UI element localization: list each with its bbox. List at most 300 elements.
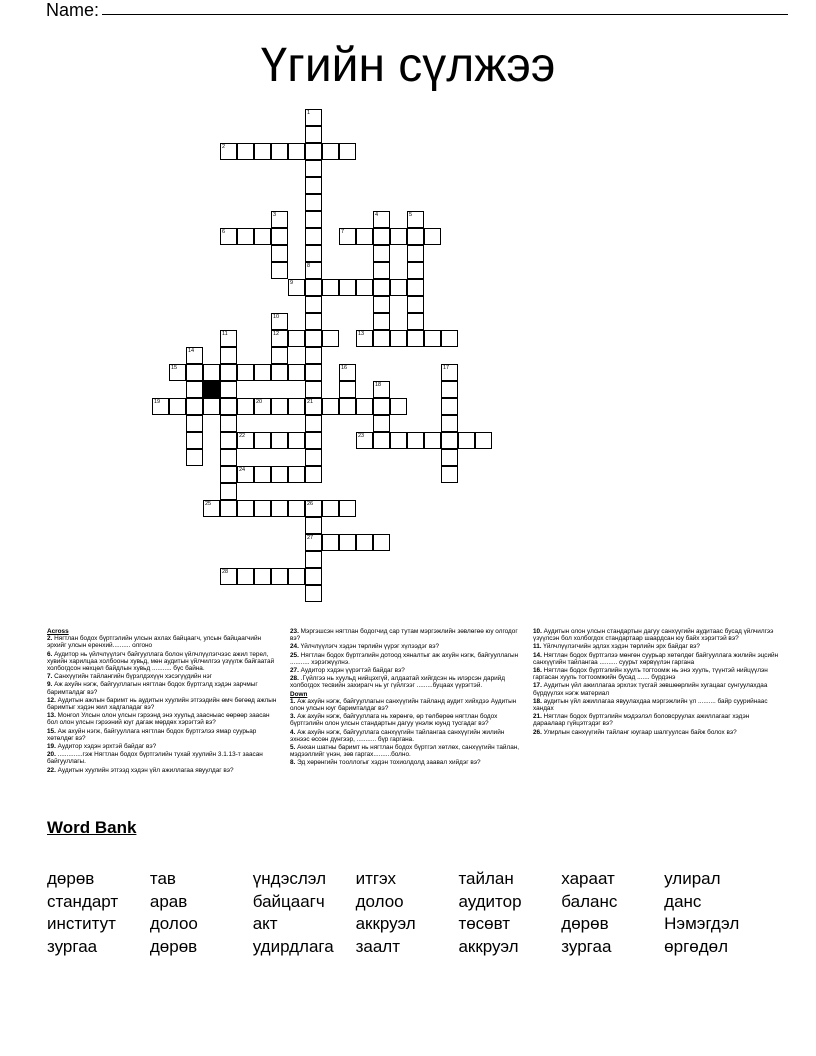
cell-number: 9	[290, 280, 294, 286]
clue-text: Аудитын хуулийн этгээд хэдэн үйл ажиллагаа явуулдаг вэ?	[55, 766, 234, 774]
crossword-cell[interactable]	[237, 568, 254, 585]
word-bank	[47, 868, 767, 958]
crossword-cell[interactable]	[220, 143, 237, 160]
crossword-cell[interactable]	[305, 126, 322, 143]
crossword-cell[interactable]	[458, 432, 475, 449]
clue-item	[533, 682, 783, 696]
crossword-cell[interactable]	[305, 432, 322, 449]
crossword-cell[interactable]	[288, 432, 305, 449]
crossword-cell[interactable]	[305, 194, 322, 211]
cell-number: 11	[222, 331, 228, 337]
crossword-cell[interactable]	[407, 296, 424, 313]
cell-number: 22	[239, 433, 246, 439]
clue-text: Аудитор нь үйлчлүүлэгч байгууллага болон үйлчлүүлэгчээс ажил терел, хувийн харилцаа холбооны хувьд, мөн аудитын үйлчилгээ үзүүлж байгаатай холбогдсон нөхцөл байдлын хувьд ........... бүс байна.	[47, 650, 275, 673]
clue-number: 6.	[47, 650, 53, 658]
word-bank-row	[47, 936, 767, 959]
clue-item	[533, 643, 783, 650]
crossword-cell[interactable]	[305, 517, 322, 534]
clue-text: Аж ахуйн нэгж, байгууллага нь хөрөнгө, өр төлбөрөө нягтлан бодох бүртгэлийн олон улсын стандартын дагуу үнэлж юунд тусгадаг вэ?	[290, 713, 498, 728]
crossword-cell[interactable]	[237, 398, 254, 415]
clue-text: Аудитын үйл ажиллагаа эрхлэх тусгай зөвшөөрлийн хугацааг сунгуулахдаа бүрдүүлэх нэгж материал	[533, 682, 768, 697]
clue-number: 23.	[290, 628, 299, 635]
crossword-cell[interactable]	[407, 245, 424, 262]
cell-number: 19	[154, 399, 161, 405]
clue-item	[290, 729, 525, 743]
cell-number: 4	[375, 212, 379, 218]
crossword-cell[interactable]	[220, 364, 237, 381]
word-bank-word: аудитор	[458, 891, 522, 911]
crossword-cell[interactable]	[288, 279, 305, 296]
crossword-cell[interactable]	[203, 364, 220, 381]
crossword-cell[interactable]	[186, 364, 203, 381]
cell-number: 12	[273, 331, 280, 337]
crossword-cell[interactable]	[441, 466, 458, 483]
crossword-cell[interactable]	[288, 330, 305, 347]
cell-number: 14	[188, 348, 195, 354]
crossword-cell[interactable]	[339, 500, 356, 517]
clue-number: 16.	[533, 667, 542, 675]
crossword-cell[interactable]	[356, 330, 373, 347]
clue-item	[290, 759, 525, 766]
clue-item	[47, 673, 282, 680]
clues-column-3	[533, 628, 783, 737]
clue-item	[47, 635, 282, 649]
crossword-cell[interactable]	[271, 228, 288, 245]
word-bank-word: баланс	[561, 891, 618, 911]
crossword-cell[interactable]	[288, 398, 305, 415]
crossword-cell[interactable]	[441, 381, 458, 398]
clue-number: 20.	[47, 751, 56, 759]
clue-item	[290, 628, 525, 642]
crossword-cell[interactable]	[373, 211, 390, 228]
word-bank-word: данс	[664, 891, 702, 911]
clue-number: 26.	[533, 728, 542, 736]
across-heading: Across	[47, 628, 69, 635]
cell-number: 13	[358, 331, 365, 337]
name-label: Name:	[46, 0, 100, 20]
crossword-cell[interactable]	[220, 398, 237, 415]
crossword-cell[interactable]	[271, 347, 288, 364]
word-bank-row	[47, 891, 767, 914]
crossword-cell[interactable]	[237, 466, 254, 483]
crossword-cell[interactable]	[237, 143, 254, 160]
crossword-cell[interactable]	[373, 313, 390, 330]
clue-number: 17.	[533, 682, 542, 690]
cell-number: 28	[222, 569, 229, 575]
clue-text: Нягтлан бодох бүртгэлийн улсын ахлах байцаагч, улсын байцаагчийн эрхийг улсын еренхий.......... олгоно	[47, 635, 262, 650]
crossword-cell[interactable]	[271, 398, 288, 415]
crossword-cell[interactable]	[288, 500, 305, 517]
clue-text: .Гүйлгээ нь хуульд нийцэхгүй, алдаатай хийгдсэн нь илэрсэн дарийд холбогдох тесвийн захирагч нь уг гүйлгээг .........буцаах үүрэгтэй.	[290, 675, 505, 690]
crossword-cell[interactable]	[254, 500, 271, 517]
clue-text: Аж ахуйн нэгж, байгууллага нягтлан бодох бүртгэлээ ямар суурьар хөтөлдөг вэ?	[47, 727, 257, 742]
clue-item	[47, 697, 282, 711]
crossword-cell[interactable]	[373, 398, 390, 415]
crossword-cell[interactable]	[475, 432, 492, 449]
crossword-cell[interactable]	[407, 313, 424, 330]
clue-item	[290, 667, 525, 674]
crossword-cell[interactable]	[305, 211, 322, 228]
clue-number: 11.	[533, 643, 542, 651]
clues-column-2	[290, 628, 525, 768]
clue-text: Нягтлан бодох бүртгэлээ мөнгөн суурьар хөтөлдөг байгууллага жилийн эцсийн санхүүгийн тайлангаа .......... суурьт хөрвүүлэн гаргана	[533, 651, 779, 666]
crossword-cell[interactable]	[424, 432, 441, 449]
crossword-cell[interactable]	[220, 568, 237, 585]
crossword-cell[interactable]	[305, 364, 322, 381]
cell-number: 16	[341, 365, 348, 371]
crossword-cell[interactable]	[305, 279, 322, 296]
word-bank-word: аккруэл	[458, 936, 519, 956]
clue-item	[533, 628, 783, 642]
crossword-cell[interactable]	[254, 228, 271, 245]
word-bank-word: институт	[47, 914, 116, 933]
crossword-cell[interactable]	[373, 279, 390, 296]
clues-column-1	[47, 628, 282, 775]
clue-number: 8.	[290, 759, 296, 767]
clue-number: 7.	[47, 673, 53, 681]
crossword-cell[interactable]	[322, 500, 339, 517]
clue-text: Аудитын ажлын баримт нь аудитын хуулийн этгээдийн өмч бөгөөд ажлын баримтыг хэдэн жил хадгаладаг вэ?	[47, 696, 277, 712]
crossword-cell[interactable]	[356, 534, 373, 551]
crossword-cell[interactable]	[373, 432, 390, 449]
crossword-cell[interactable]	[305, 177, 322, 194]
crossword-cell[interactable]	[356, 279, 373, 296]
clue-number: 1.	[290, 697, 296, 705]
crossword-cell[interactable]	[288, 466, 305, 483]
clue-text: Мэргэшсэн нягтлан бодогчид сар тутам мэргэжлийн зөвлөгөө юу олгодог вэ?	[290, 628, 518, 643]
crossword-cell[interactable]	[339, 398, 356, 415]
clue-text: Санхүүгийн тайлангийн бүрэлдэхүүн хэсэгүүдийн нэг	[52, 673, 212, 681]
crossword-cell[interactable]	[203, 500, 220, 517]
crossword-cell[interactable]	[220, 449, 237, 466]
word-bank-word: аккруэл	[355, 914, 416, 933]
crossword-cell[interactable]	[220, 500, 237, 517]
crossword-cell[interactable]	[339, 534, 356, 551]
word-bank-row	[47, 913, 767, 936]
crossword-cell[interactable]	[305, 143, 322, 160]
crossword-cell[interactable]	[186, 347, 203, 364]
crossword-cell[interactable]	[407, 211, 424, 228]
crossword-cell[interactable]	[390, 398, 407, 415]
crossword-cell[interactable]	[441, 364, 458, 381]
crossword-cell[interactable]	[305, 160, 322, 177]
word-bank-word: долоо	[149, 914, 198, 933]
word-bank-word: үндэслэл	[252, 869, 327, 888]
crossword-cell[interactable]	[322, 398, 339, 415]
clue-number: 24.	[290, 643, 299, 651]
clue-item	[533, 713, 783, 727]
down-heading: Down	[290, 690, 308, 698]
clue-number: 15.	[47, 727, 56, 735]
cell-number: 27	[307, 535, 314, 541]
crossword-cell[interactable]	[339, 279, 356, 296]
crossword-cell[interactable]	[186, 432, 203, 449]
crossword-cell[interactable]	[305, 262, 322, 279]
crossword-cell[interactable]	[237, 228, 254, 245]
cell-number: 8	[307, 263, 311, 269]
crossword-cell[interactable]	[271, 211, 288, 228]
cell-number: 24	[239, 467, 246, 473]
clue-text: Аудитор хэдэн үүрэгтэй байдаг вэ?	[298, 667, 405, 675]
crossword-black-cell	[203, 381, 220, 398]
clue-number: 10.	[533, 628, 542, 635]
crossword-cell[interactable]	[271, 262, 288, 279]
crossword-cell[interactable]	[220, 228, 237, 245]
crossword-cell[interactable]	[373, 330, 390, 347]
clue-item	[47, 651, 282, 673]
word-bank-word: дөрөв	[47, 869, 95, 888]
crossword-cell[interactable]	[220, 415, 237, 432]
crossword-cell[interactable]	[288, 364, 305, 381]
clue-text: Анхан шатны баримт нь нягтлан бодох бүртгэл хөтлөх, санхүүгийн тайлан, мэдээллийг үнэн, зөв гаргах..........болно.	[290, 744, 520, 759]
word-bank-word: дөрөв	[149, 936, 198, 956]
crossword-cell[interactable]	[373, 415, 390, 432]
clue-number: 21.	[533, 713, 542, 721]
cell-number: 5	[409, 212, 413, 218]
crossword-cell[interactable]	[339, 364, 356, 381]
word-bank-word: стандарт	[47, 891, 119, 911]
crossword-cell[interactable]	[322, 279, 339, 296]
crossword-cell[interactable]	[254, 364, 271, 381]
crossword-cell[interactable]	[305, 381, 322, 398]
word-bank-word: итгэх	[355, 869, 397, 888]
crossword-cell[interactable]	[322, 330, 339, 347]
crossword-cell[interactable]	[220, 466, 237, 483]
crossword-cell[interactable]	[373, 262, 390, 279]
crossword-cell[interactable]	[322, 534, 339, 551]
crossword-cell[interactable]	[322, 143, 339, 160]
crossword-cell[interactable]	[356, 228, 373, 245]
crossword-cell[interactable]	[220, 432, 237, 449]
clue-number: 27.	[290, 667, 299, 675]
crossword-cell[interactable]	[390, 330, 407, 347]
crossword-cell[interactable]	[407, 330, 424, 347]
clue-number: 3.	[290, 713, 296, 721]
word-bank-word: удирдлага	[252, 936, 334, 956]
cell-number: 23	[358, 433, 365, 439]
crossword-cell[interactable]	[305, 415, 322, 432]
clue-number: 18.	[533, 697, 542, 705]
clue-item	[47, 681, 282, 695]
word-bank-word: долоо	[355, 891, 404, 911]
crossword-cell[interactable]	[305, 313, 322, 330]
crossword-cell[interactable]	[407, 228, 424, 245]
clue-item	[290, 713, 525, 727]
cell-number: 15	[171, 365, 178, 371]
crossword-cell[interactable]	[305, 551, 322, 568]
clue-number: 13.	[47, 712, 56, 720]
crossword-cell[interactable]	[237, 364, 254, 381]
crossword-cell[interactable]	[305, 347, 322, 364]
clue-item	[290, 643, 525, 650]
crossword-cell[interactable]	[356, 432, 373, 449]
crossword-cell[interactable]	[271, 466, 288, 483]
crossword-cell[interactable]	[254, 143, 271, 160]
crossword-cell[interactable]	[441, 330, 458, 347]
clue-text: Улирлын санхүүгийн тайланг юугаар шалгуулсан байж болох вэ?	[541, 728, 737, 736]
clue-number: 2.	[47, 635, 53, 643]
crossword-cell[interactable]	[271, 432, 288, 449]
crossword-cell[interactable]	[271, 364, 288, 381]
clue-item	[533, 729, 783, 736]
crossword-cell[interactable]	[271, 313, 288, 330]
crossword-cell[interactable]	[424, 330, 441, 347]
crossword-cell[interactable]	[254, 432, 271, 449]
crossword-cell[interactable]	[152, 398, 169, 415]
crossword-cell[interactable]	[339, 381, 356, 398]
crossword-cell[interactable]	[339, 143, 356, 160]
clue-item	[290, 652, 525, 666]
clue-text: Монгол Улсын олон улсын гэрээнд энэ хуульд заасныас өөрөөр заасан бол олон улсын гэрээний юуг дагаж мөрдөх хэрэгтэй вэ?	[47, 712, 270, 727]
clue-text: Нягтлан бодох бүртгэлийн хуулъ тогтоомж нь энэ хууль, түүнтэй нийцүүлэн гаргасан хууль тогтоомжийн бусад ....... бүрдэнэ	[533, 667, 768, 682]
cell-number: 3	[273, 212, 277, 218]
clue-text: Аудитор хэдэн эрхтэй байдаг вэ?	[55, 743, 157, 751]
crossword-cell[interactable]	[271, 568, 288, 585]
clue-text: ..............гэж Нягтлан бодох бүртгэлийн тухай хуулийн 3.1.13-т заасан байгууллагы.	[47, 751, 263, 766]
crossword-cell[interactable]	[288, 568, 305, 585]
cell-number: 21	[307, 399, 314, 405]
crossword-cell[interactable]	[220, 381, 237, 398]
crossword-cell[interactable]	[373, 381, 390, 398]
cell-number: 18	[375, 382, 382, 388]
clue-text: Нягтлан бодох бүртгэлийн дотоод хяналтыг аж ахуйн нэгж, байгууллагын ........... хэрэгжүүлнэ.	[290, 651, 519, 666]
word-bank-word: зургаа	[47, 936, 98, 956]
word-bank-word: заалт	[355, 936, 400, 956]
page-title: Үгийн сүлжээ	[260, 39, 556, 92]
crossword-cell[interactable]	[271, 500, 288, 517]
word-bank-word: Нэмэгдэл	[664, 914, 740, 933]
clue-item	[533, 652, 783, 666]
crossword-cell[interactable]	[373, 245, 390, 262]
crossword-cell[interactable]	[441, 432, 458, 449]
crossword-cell[interactable]	[220, 330, 237, 347]
word-bank-word: арав	[149, 891, 188, 911]
crossword-cell[interactable]	[203, 398, 220, 415]
crossword-cell[interactable]	[424, 228, 441, 245]
crossword-cell[interactable]	[271, 330, 288, 347]
clue-item	[47, 767, 282, 774]
cell-number: 17	[443, 365, 450, 371]
clue-text: Үйлчлүүлэгч хэдэн төрлийн үүрэг хүлээдэг вэ?	[298, 643, 440, 651]
crossword-cell[interactable]	[305, 398, 322, 415]
clue-text: Аж ахуйн нэгж, байгууллагын нягтлан бодох бүртгэлд хэдэн зарчмыг баримталдаг вэ?	[47, 681, 258, 696]
word-bank-word: тайлан	[458, 869, 514, 888]
crossword-cell[interactable]	[305, 449, 322, 466]
crossword-cell[interactable]	[254, 398, 271, 415]
word-bank-word: тав	[149, 869, 176, 888]
clue-number: 19.	[47, 743, 56, 751]
crossword-cell[interactable]	[305, 245, 322, 262]
crossword-cell[interactable]	[169, 398, 186, 415]
crossword-cell[interactable]	[407, 432, 424, 449]
cell-number: 6	[222, 229, 226, 235]
crossword-cell[interactable]	[305, 500, 322, 517]
crossword-cell[interactable]	[373, 534, 390, 551]
crossword-cell[interactable]	[237, 500, 254, 517]
clue-number: 14.	[533, 651, 542, 659]
crossword-cell[interactable]	[186, 449, 203, 466]
cell-number: 25	[205, 501, 212, 507]
crossword-cell[interactable]	[186, 398, 203, 415]
clue-item	[290, 744, 525, 758]
crossword-cell[interactable]	[390, 432, 407, 449]
clue-number: 28.	[290, 675, 299, 683]
crossword-cell[interactable]	[186, 415, 203, 432]
crossword-cell[interactable]	[271, 143, 288, 160]
clue-item	[533, 667, 783, 681]
word-bank-word: акт	[252, 914, 278, 933]
clue-text: Аж ахуйн нэгж, байгууллага санхүүгийн тайлангаа санхүүгийн жилийн эхнээс өссөн дүнгээр, ........... бүр гаргана.	[290, 728, 505, 743]
crossword-cell[interactable]	[441, 449, 458, 466]
clue-text: Үйлчлүүлэгчийн эдлэх хэдэн төрлийн эрх байдаг вэ?	[541, 643, 700, 651]
clue-text: Аж ахуйн нэгж, байгууллагын санхүүгийн тайланд аудит хийхдээ Аудитын олон улсын юуг баримталдаг вэ?	[290, 697, 517, 713]
clue-number: 5.	[290, 744, 296, 752]
cell-number: 26	[307, 501, 314, 507]
word-bank-word: төсөвт	[458, 914, 511, 933]
crossword-cell[interactable]	[271, 245, 288, 262]
crossword-cell[interactable]	[305, 330, 322, 347]
clue-text: аудитын үйл ажиллагаа явуулахдаа мэргэжлийн үл .......... байр суурийнаас хандах	[533, 697, 768, 713]
word-bank-word: байцаагч	[252, 891, 325, 911]
crossword-cell[interactable]	[169, 364, 186, 381]
crossword-cell[interactable]	[407, 279, 424, 296]
crossword-cell[interactable]	[407, 262, 424, 279]
clue-item	[47, 712, 282, 726]
crossword-cell[interactable]	[373, 228, 390, 245]
crossword-cell[interactable]	[220, 347, 237, 364]
crossword-cell[interactable]	[373, 296, 390, 313]
word-bank-row	[47, 868, 767, 891]
clue-item	[47, 751, 282, 765]
crossword-cell[interactable]	[288, 143, 305, 160]
crossword-cell[interactable]	[339, 228, 356, 245]
crossword-cell[interactable]	[305, 296, 322, 313]
crossword-cell[interactable]	[441, 398, 458, 415]
crossword-cell[interactable]	[356, 398, 373, 415]
word-bank-title: Word Bank	[47, 818, 137, 837]
crossword-cell[interactable]	[237, 432, 254, 449]
cell-number: 10	[273, 314, 280, 320]
crossword-cell[interactable]	[220, 483, 237, 500]
clue-item	[47, 743, 282, 750]
clue-text: Эд хөрөнгийн тооллогыг хэдэн тохиолдолд заавал хийдэг вэ?	[295, 759, 481, 767]
crossword-cell[interactable]	[305, 228, 322, 245]
word-bank-word: зургаа	[561, 936, 612, 956]
crossword-cell[interactable]	[305, 568, 322, 585]
word-bank-word: дөрөв	[561, 914, 609, 933]
crossword-cell[interactable]	[305, 109, 322, 126]
crossword-cell[interactable]	[441, 415, 458, 432]
word-bank-word: хараат	[561, 869, 615, 888]
cell-number: 1	[307, 110, 311, 116]
clue-item	[47, 728, 282, 742]
cell-number: 20	[256, 399, 263, 405]
clue-item	[533, 698, 783, 712]
crossword-cell[interactable]	[305, 534, 322, 551]
crossword-cell[interactable]	[254, 568, 271, 585]
crossword-cell[interactable]	[186, 381, 203, 398]
crossword-cell[interactable]	[390, 279, 407, 296]
crossword-cell[interactable]	[254, 466, 271, 483]
clue-item	[290, 675, 525, 689]
clue-number: 25.	[290, 651, 299, 659]
clue-text: Аудитын олон улсын стандартын дагуу санхүүгийн аудитаас бусад үйлчилгээ үзүүлсэн бол холбогдох стандартаар шаардсан юу байх хэрэгтэй вэ?	[533, 628, 774, 643]
clue-number: 22.	[47, 766, 56, 774]
clue-number: 12.	[47, 696, 56, 704]
crossword-cell[interactable]	[305, 466, 322, 483]
crossword-cell[interactable]	[305, 585, 322, 602]
crossword-cell[interactable]	[390, 228, 407, 245]
